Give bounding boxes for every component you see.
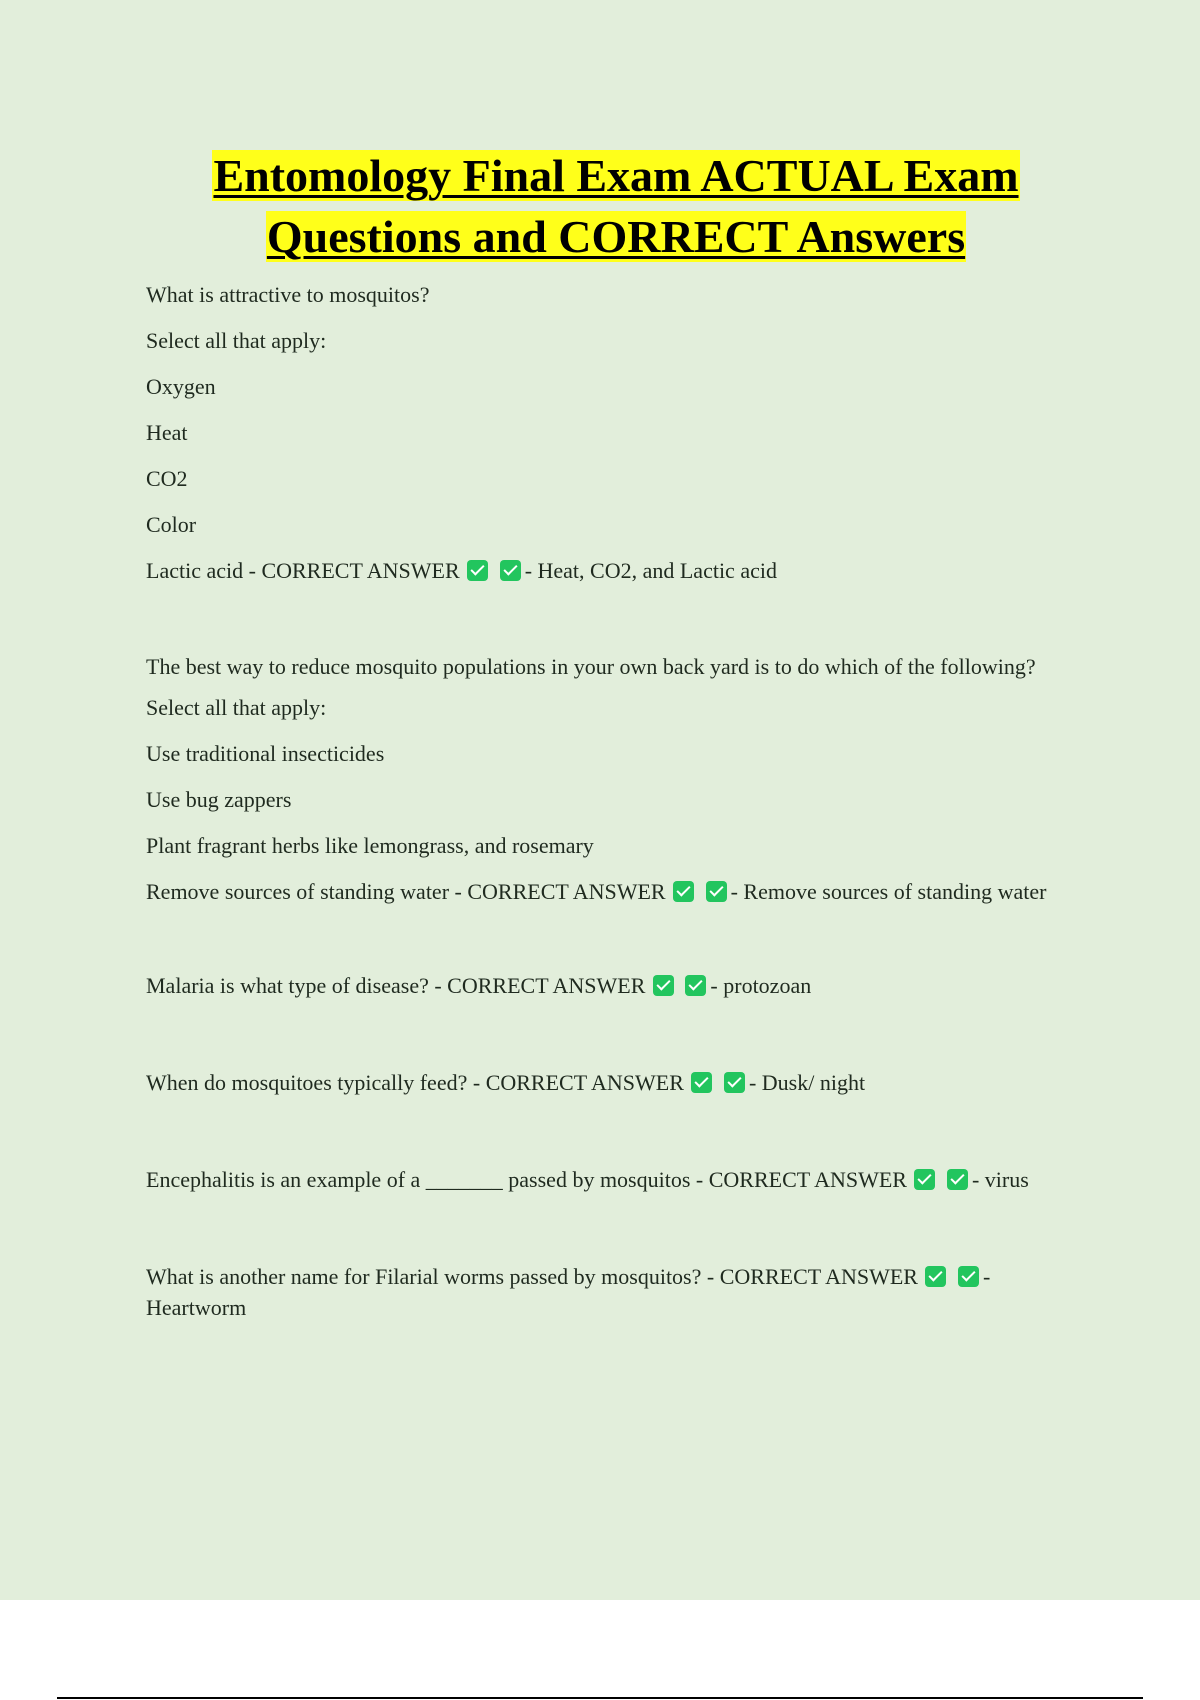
correct-answer-text: - protozoan <box>710 973 812 998</box>
correct-answer-label: CORRECT ANSWER <box>719 1264 918 1289</box>
correct-answer-label: CORRECT ANSWER <box>447 973 646 998</box>
answer-option: Use traditional insecticides <box>146 741 385 766</box>
answer-option: Plant fragrant herbs like lemongrass, and rosemary <box>146 833 594 858</box>
question-4 <box>146 1067 1086 1098</box>
answer-option: Oxygen <box>146 374 216 399</box>
check-mark-icon <box>724 1072 745 1093</box>
title-line-2: Questions and CORRECT Answers <box>266 211 966 262</box>
question-text: Encephalitis is an example of a _______ passed by mosquitos - <box>146 1167 709 1192</box>
check-mark-icon <box>947 1169 968 1190</box>
correct-answer-label: CORRECT ANSWER <box>485 1070 684 1095</box>
answer-option-with-answer <box>146 555 1086 586</box>
question-5 <box>146 1164 1086 1195</box>
answer-option: Color <box>146 512 197 537</box>
correct-answer-label: CORRECT ANSWER <box>467 879 666 904</box>
answer-option: Use bug zappers <box>146 787 292 812</box>
correct-answer-text: - Remove sources of standing water <box>730 879 1047 904</box>
correct-answer-text: - Heartworm <box>146 1264 991 1320</box>
question-6 <box>146 1261 1086 1323</box>
question-text: What is attractive to mosquitos? <box>146 282 430 307</box>
document-title <box>146 145 1086 267</box>
question-3 <box>146 970 1086 1001</box>
check-mark-icon <box>925 1266 946 1287</box>
answer-option: Heat <box>146 420 188 445</box>
correct-answer-text: - virus <box>971 1167 1029 1192</box>
check-mark-icon <box>673 881 694 902</box>
check-mark-icon <box>467 560 488 581</box>
question-text: The best way to reduce mosquito populations in your own back yard is to do which of the following? <box>146 654 1036 679</box>
question-instruction: Select all that apply: <box>146 328 327 353</box>
footer-divider <box>57 1697 1143 1699</box>
question-2 <box>146 651 1086 907</box>
answer-option-text: Lactic acid - <box>146 558 262 583</box>
check-mark-icon <box>653 975 674 996</box>
question-1 <box>146 279 1086 586</box>
title-line-1: Entomology Final Exam ACTUAL Exam <box>213 150 1019 201</box>
check-mark-icon <box>691 1072 712 1093</box>
check-mark-icon <box>706 881 727 902</box>
question-text: Malaria is what type of disease? - <box>146 973 448 998</box>
answer-option-text: Remove sources of standing water - <box>146 879 468 904</box>
document-content <box>146 145 1086 1338</box>
check-mark-icon <box>500 560 521 581</box>
question-instruction: Select all that apply: <box>146 695 327 720</box>
correct-answer-label: CORRECT ANSWER <box>261 558 460 583</box>
question-text: What is another name for Filarial worms passed by mosquitos? - <box>146 1264 720 1289</box>
correct-answer-text: - Dusk/ night <box>748 1070 866 1095</box>
question-text: When do mosquitoes typically feed? - <box>146 1070 486 1095</box>
correct-answer-label: CORRECT ANSWER <box>708 1167 907 1192</box>
correct-answer-text: - Heat, CO2, and Lactic acid <box>524 558 777 583</box>
answer-option: CO2 <box>146 466 188 491</box>
answer-option-with-answer <box>146 876 1086 907</box>
check-mark-icon <box>914 1169 935 1190</box>
check-mark-icon <box>685 975 706 996</box>
check-mark-icon <box>958 1266 979 1287</box>
